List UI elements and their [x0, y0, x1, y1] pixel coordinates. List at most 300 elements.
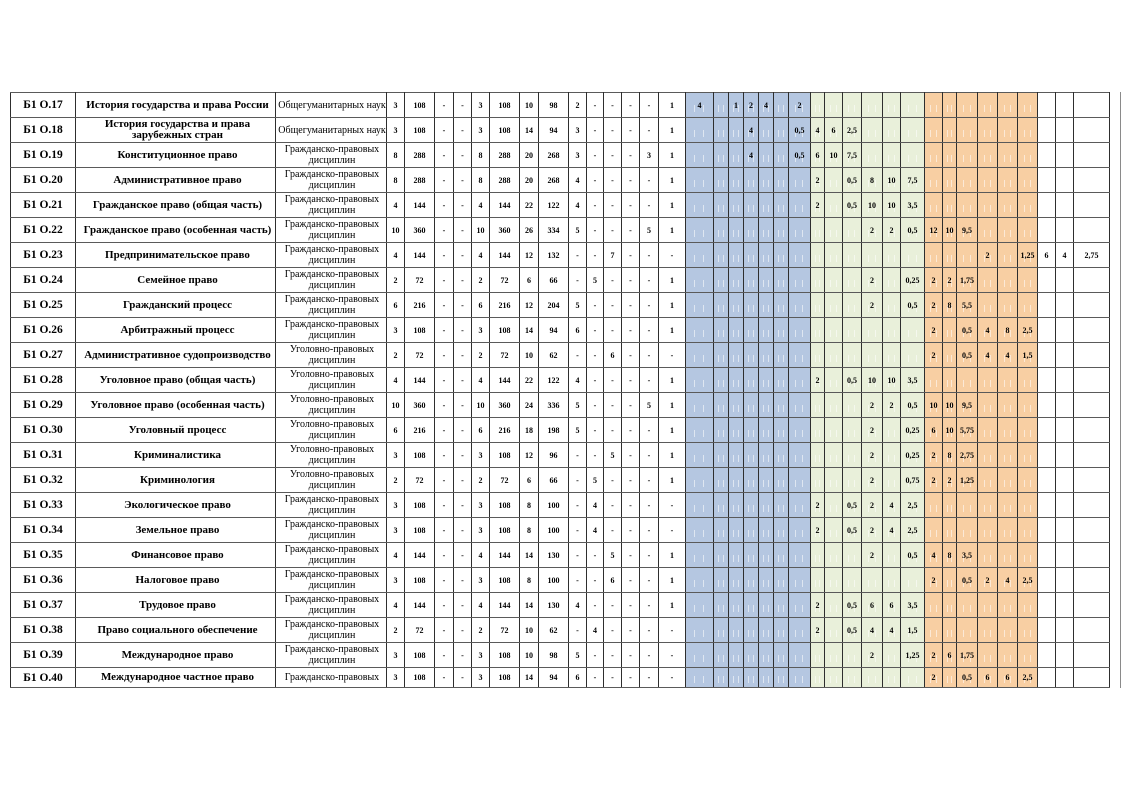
cell-orange-6[interactable] — [1018, 568, 1038, 593]
cell-orange-6[interactable] — [1018, 618, 1038, 643]
cell-green-4[interactable] — [862, 168, 883, 193]
cell-num-11[interactable] — [604, 543, 622, 568]
cell-orange-4[interactable] — [978, 118, 998, 143]
cell-course-code[interactable] — [11, 268, 76, 293]
cell-orange-4[interactable] — [978, 618, 998, 643]
cell-num-2[interactable] — [405, 568, 435, 593]
cell-blue-2[interactable] — [714, 543, 729, 568]
cell-orange-3[interactable] — [957, 118, 978, 143]
cell-extra-3[interactable] — [1074, 393, 1110, 418]
cell-num-14[interactable] — [659, 218, 686, 243]
cell-blue-5[interactable] — [759, 343, 774, 368]
cell-num-14[interactable] — [659, 393, 686, 418]
cell-green-4[interactable] — [862, 368, 883, 393]
cell-blue-4[interactable] — [744, 393, 759, 418]
cell-blue-5[interactable] — [759, 543, 774, 568]
cell-extra-1[interactable] — [1038, 618, 1056, 643]
cell-num-7[interactable] — [520, 218, 539, 243]
cell-num-14[interactable] — [659, 343, 686, 368]
cell-green-4[interactable] — [862, 543, 883, 568]
cell-num-11[interactable] — [604, 643, 622, 668]
cell-num-10[interactable] — [587, 143, 604, 168]
cell-num-9[interactable] — [569, 118, 587, 143]
cell-green-6[interactable] — [901, 368, 925, 393]
cell-extra-3[interactable] — [1074, 518, 1110, 543]
cell-blue-3[interactable] — [729, 468, 744, 493]
cell-num-12[interactable] — [622, 368, 640, 393]
cell-num-13[interactable] — [640, 193, 659, 218]
cell-extra-3[interactable] — [1074, 668, 1110, 688]
cell-num-7[interactable] — [520, 643, 539, 668]
cell-num-6[interactable] — [490, 668, 520, 688]
cell-blue-1[interactable] — [686, 518, 714, 543]
cell-num-11[interactable] — [604, 293, 622, 318]
cell-orange-6[interactable] — [1018, 443, 1038, 468]
cell-course-code[interactable] — [11, 568, 76, 593]
cell-orange-1[interactable] — [925, 318, 943, 343]
cell-course-name[interactable] — [76, 93, 276, 118]
cell-extra-2[interactable] — [1056, 193, 1074, 218]
cell-num-10[interactable] — [587, 193, 604, 218]
cell-num-12[interactable] — [622, 168, 640, 193]
cell-green-6[interactable] — [901, 93, 925, 118]
cell-num-2[interactable] — [405, 443, 435, 468]
cell-orange-2[interactable] — [943, 643, 957, 668]
cell-num-2[interactable] — [405, 93, 435, 118]
cell-num-5[interactable] — [472, 643, 490, 668]
cell-num-4[interactable] — [454, 468, 472, 493]
cell-num-7[interactable] — [520, 493, 539, 518]
cell-num-9[interactable] — [569, 143, 587, 168]
cell-extra-1[interactable] — [1038, 293, 1056, 318]
cell-num-1[interactable] — [387, 368, 405, 393]
cell-blue-6[interactable] — [774, 268, 789, 293]
cell-blue-4[interactable] — [744, 418, 759, 443]
cell-num-13[interactable] — [640, 518, 659, 543]
cell-green-1[interactable] — [811, 268, 825, 293]
cell-department[interactable] — [276, 643, 387, 668]
cell-blue-2[interactable] — [714, 568, 729, 593]
cell-extra-3[interactable] — [1074, 293, 1110, 318]
cell-green-3[interactable] — [843, 268, 862, 293]
cell-green-1[interactable] — [811, 318, 825, 343]
cell-blue-7[interactable] — [789, 593, 811, 618]
cell-course-name[interactable] — [76, 543, 276, 568]
cell-orange-3[interactable] — [957, 593, 978, 618]
cell-num-7[interactable] — [520, 243, 539, 268]
cell-num-5[interactable] — [472, 218, 490, 243]
cell-course-code[interactable] — [11, 518, 76, 543]
cell-green-5[interactable] — [883, 143, 901, 168]
cell-num-8[interactable] — [539, 143, 569, 168]
cell-num-6[interactable] — [490, 93, 520, 118]
cell-orange-2[interactable] — [943, 518, 957, 543]
cell-extra-2[interactable] — [1056, 143, 1074, 168]
cell-num-14[interactable] — [659, 593, 686, 618]
cell-num-12[interactable] — [622, 568, 640, 593]
cell-num-5[interactable] — [472, 193, 490, 218]
cell-num-13[interactable] — [640, 568, 659, 593]
cell-blue-2[interactable] — [714, 393, 729, 418]
cell-orange-2[interactable] — [943, 268, 957, 293]
cell-blue-7[interactable] — [789, 568, 811, 593]
cell-green-5[interactable] — [883, 218, 901, 243]
cell-extra-2[interactable] — [1056, 368, 1074, 393]
cell-green-4[interactable] — [862, 668, 883, 688]
cell-green-1[interactable] — [811, 668, 825, 688]
cell-num-11[interactable] — [604, 443, 622, 468]
cell-green-1[interactable] — [811, 468, 825, 493]
cell-num-7[interactable] — [520, 668, 539, 688]
cell-blue-5[interactable] — [759, 568, 774, 593]
cell-num-2[interactable] — [405, 518, 435, 543]
cell-orange-4[interactable] — [978, 543, 998, 568]
cell-num-11[interactable] — [604, 468, 622, 493]
cell-num-14[interactable] — [659, 518, 686, 543]
cell-extra-2[interactable] — [1056, 418, 1074, 443]
cell-num-11[interactable] — [604, 493, 622, 518]
cell-orange-6[interactable] — [1018, 468, 1038, 493]
cell-blue-6[interactable] — [774, 368, 789, 393]
cell-extra-1[interactable] — [1038, 118, 1056, 143]
cell-num-11[interactable] — [604, 368, 622, 393]
cell-orange-6[interactable] — [1018, 343, 1038, 368]
cell-orange-6[interactable] — [1018, 243, 1038, 268]
cell-orange-3[interactable] — [957, 343, 978, 368]
cell-blue-5[interactable] — [759, 393, 774, 418]
cell-course-name[interactable] — [76, 218, 276, 243]
cell-blue-7[interactable] — [789, 343, 811, 368]
cell-num-2[interactable] — [405, 193, 435, 218]
cell-num-3[interactable] — [435, 393, 454, 418]
cell-extra-1[interactable] — [1038, 318, 1056, 343]
cell-num-4[interactable] — [454, 393, 472, 418]
cell-blue-1[interactable] — [686, 143, 714, 168]
cell-blue-1[interactable] — [686, 318, 714, 343]
cell-course-code[interactable] — [11, 243, 76, 268]
cell-blue-2[interactable] — [714, 118, 729, 143]
cell-blue-2[interactable] — [714, 318, 729, 343]
cell-blue-7[interactable] — [789, 318, 811, 343]
cell-num-5[interactable] — [472, 468, 490, 493]
cell-orange-2[interactable] — [943, 118, 957, 143]
cell-num-6[interactable] — [490, 343, 520, 368]
cell-num-10[interactable] — [587, 493, 604, 518]
cell-blue-3[interactable] — [729, 593, 744, 618]
cell-green-1[interactable] — [811, 143, 825, 168]
cell-green-1[interactable] — [811, 568, 825, 593]
cell-num-11[interactable] — [604, 593, 622, 618]
cell-num-8[interactable] — [539, 218, 569, 243]
cell-num-9[interactable] — [569, 418, 587, 443]
cell-blue-3[interactable] — [729, 368, 744, 393]
cell-green-2[interactable] — [825, 418, 843, 443]
cell-extra-1[interactable] — [1038, 368, 1056, 393]
cell-extra-3[interactable] — [1074, 468, 1110, 493]
cell-extra-2[interactable] — [1056, 543, 1074, 568]
cell-orange-5[interactable] — [998, 593, 1018, 618]
cell-course-name[interactable] — [76, 243, 276, 268]
cell-green-4[interactable] — [862, 293, 883, 318]
cell-num-7[interactable] — [520, 468, 539, 493]
cell-blue-5[interactable] — [759, 593, 774, 618]
cell-orange-4[interactable] — [978, 593, 998, 618]
cell-extra-1[interactable] — [1038, 668, 1056, 688]
cell-num-12[interactable] — [622, 343, 640, 368]
cell-num-11[interactable] — [604, 668, 622, 688]
cell-num-2[interactable] — [405, 393, 435, 418]
cell-num-8[interactable] — [539, 543, 569, 568]
cell-num-11[interactable] — [604, 118, 622, 143]
cell-blue-7[interactable] — [789, 243, 811, 268]
cell-green-1[interactable] — [811, 368, 825, 393]
cell-green-4[interactable] — [862, 243, 883, 268]
cell-blue-2[interactable] — [714, 368, 729, 393]
cell-course-code[interactable] — [11, 668, 76, 688]
cell-num-6[interactable] — [490, 168, 520, 193]
cell-green-2[interactable] — [825, 443, 843, 468]
cell-blue-2[interactable] — [714, 418, 729, 443]
cell-num-2[interactable] — [405, 143, 435, 168]
cell-num-8[interactable] — [539, 343, 569, 368]
cell-blue-4[interactable] — [744, 93, 759, 118]
cell-blue-1[interactable] — [686, 343, 714, 368]
cell-num-7[interactable] — [520, 118, 539, 143]
cell-green-3[interactable] — [843, 518, 862, 543]
cell-blue-7[interactable] — [789, 218, 811, 243]
cell-num-9[interactable] — [569, 668, 587, 688]
cell-num-7[interactable] — [520, 543, 539, 568]
cell-blue-7[interactable] — [789, 168, 811, 193]
cell-course-code[interactable] — [11, 93, 76, 118]
cell-blue-7[interactable] — [789, 543, 811, 568]
cell-num-6[interactable] — [490, 618, 520, 643]
cell-num-11[interactable] — [604, 618, 622, 643]
cell-orange-2[interactable] — [943, 368, 957, 393]
cell-green-6[interactable] — [901, 593, 925, 618]
cell-extra-1[interactable] — [1038, 493, 1056, 518]
cell-blue-4[interactable] — [744, 318, 759, 343]
cell-extra-3[interactable] — [1074, 643, 1110, 668]
cell-num-14[interactable] — [659, 368, 686, 393]
cell-num-12[interactable] — [622, 143, 640, 168]
cell-num-6[interactable] — [490, 418, 520, 443]
cell-orange-2[interactable] — [943, 343, 957, 368]
cell-orange-4[interactable] — [978, 368, 998, 393]
cell-num-2[interactable] — [405, 543, 435, 568]
cell-num-9[interactable] — [569, 443, 587, 468]
cell-extra-1[interactable] — [1038, 243, 1056, 268]
cell-num-13[interactable] — [640, 618, 659, 643]
cell-orange-3[interactable] — [957, 393, 978, 418]
cell-course-code[interactable] — [11, 318, 76, 343]
cell-num-1[interactable] — [387, 318, 405, 343]
cell-course-name[interactable] — [76, 343, 276, 368]
cell-orange-6[interactable] — [1018, 368, 1038, 393]
cell-blue-2[interactable] — [714, 168, 729, 193]
cell-green-6[interactable] — [901, 393, 925, 418]
cell-extra-1[interactable] — [1038, 468, 1056, 493]
cell-blue-3[interactable] — [729, 343, 744, 368]
cell-num-3[interactable] — [435, 443, 454, 468]
cell-blue-6[interactable] — [774, 343, 789, 368]
cell-num-1[interactable] — [387, 668, 405, 688]
cell-num-8[interactable] — [539, 368, 569, 393]
cell-extra-3[interactable] — [1074, 493, 1110, 518]
cell-orange-2[interactable] — [943, 668, 957, 688]
cell-extra-1[interactable] — [1038, 218, 1056, 243]
cell-extra-2[interactable] — [1056, 443, 1074, 468]
cell-course-name[interactable] — [76, 143, 276, 168]
cell-extra-2[interactable] — [1056, 393, 1074, 418]
cell-blue-6[interactable] — [774, 143, 789, 168]
cell-orange-2[interactable] — [943, 218, 957, 243]
cell-orange-1[interactable] — [925, 368, 943, 393]
cell-course-code[interactable] — [11, 618, 76, 643]
cell-blue-3[interactable] — [729, 618, 744, 643]
cell-blue-2[interactable] — [714, 243, 729, 268]
cell-num-2[interactable] — [405, 368, 435, 393]
cell-course-name[interactable] — [76, 518, 276, 543]
cell-blue-3[interactable] — [729, 568, 744, 593]
cell-course-code[interactable] — [11, 593, 76, 618]
cell-num-7[interactable] — [520, 443, 539, 468]
cell-green-6[interactable] — [901, 468, 925, 493]
cell-num-8[interactable] — [539, 243, 569, 268]
cell-blue-6[interactable] — [774, 418, 789, 443]
cell-num-12[interactable] — [622, 543, 640, 568]
cell-orange-6[interactable] — [1018, 168, 1038, 193]
cell-orange-2[interactable] — [943, 143, 957, 168]
cell-orange-5[interactable] — [998, 393, 1018, 418]
cell-num-14[interactable] — [659, 293, 686, 318]
cell-num-12[interactable] — [622, 93, 640, 118]
cell-green-4[interactable] — [862, 418, 883, 443]
cell-orange-3[interactable] — [957, 493, 978, 518]
cell-blue-6[interactable] — [774, 243, 789, 268]
cell-course-code[interactable] — [11, 493, 76, 518]
cell-green-3[interactable] — [843, 143, 862, 168]
cell-num-5[interactable] — [472, 618, 490, 643]
cell-num-1[interactable] — [387, 218, 405, 243]
cell-department[interactable] — [276, 518, 387, 543]
cell-num-2[interactable] — [405, 343, 435, 368]
cell-orange-3[interactable] — [957, 368, 978, 393]
cell-orange-2[interactable] — [943, 318, 957, 343]
cell-num-13[interactable] — [640, 118, 659, 143]
cell-num-9[interactable] — [569, 168, 587, 193]
cell-blue-1[interactable] — [686, 618, 714, 643]
cell-green-4[interactable] — [862, 643, 883, 668]
cell-green-6[interactable] — [901, 493, 925, 518]
cell-orange-5[interactable] — [998, 193, 1018, 218]
cell-blue-1[interactable] — [686, 93, 714, 118]
cell-blue-5[interactable] — [759, 518, 774, 543]
cell-num-4[interactable] — [454, 593, 472, 618]
cell-blue-1[interactable] — [686, 293, 714, 318]
cell-num-10[interactable] — [587, 93, 604, 118]
cell-course-code[interactable] — [11, 343, 76, 368]
cell-blue-5[interactable] — [759, 368, 774, 393]
cell-blue-7[interactable] — [789, 643, 811, 668]
cell-num-5[interactable] — [472, 443, 490, 468]
cell-num-6[interactable] — [490, 118, 520, 143]
cell-blue-7[interactable] — [789, 268, 811, 293]
cell-blue-4[interactable] — [744, 368, 759, 393]
cell-blue-3[interactable] — [729, 268, 744, 293]
cell-green-4[interactable] — [862, 618, 883, 643]
cell-orange-1[interactable] — [925, 668, 943, 688]
cell-orange-3[interactable] — [957, 168, 978, 193]
cell-blue-6[interactable] — [774, 593, 789, 618]
cell-num-10[interactable] — [587, 593, 604, 618]
cell-num-13[interactable] — [640, 168, 659, 193]
cell-blue-5[interactable] — [759, 93, 774, 118]
cell-num-14[interactable] — [659, 443, 686, 468]
cell-green-6[interactable] — [901, 243, 925, 268]
cell-course-name[interactable] — [76, 593, 276, 618]
cell-blue-1[interactable] — [686, 268, 714, 293]
cell-orange-2[interactable] — [943, 468, 957, 493]
cell-course-name[interactable] — [76, 393, 276, 418]
cell-num-9[interactable] — [569, 468, 587, 493]
cell-orange-1[interactable] — [925, 468, 943, 493]
cell-blue-2[interactable] — [714, 293, 729, 318]
cell-blue-2[interactable] — [714, 593, 729, 618]
cell-orange-1[interactable] — [925, 293, 943, 318]
cell-orange-3[interactable] — [957, 93, 978, 118]
cell-num-12[interactable] — [622, 618, 640, 643]
cell-blue-7[interactable] — [789, 93, 811, 118]
cell-num-8[interactable] — [539, 418, 569, 443]
cell-num-6[interactable] — [490, 143, 520, 168]
cell-blue-7[interactable] — [789, 668, 811, 688]
cell-blue-6[interactable] — [774, 468, 789, 493]
cell-num-2[interactable] — [405, 618, 435, 643]
cell-green-3[interactable] — [843, 243, 862, 268]
cell-department[interactable] — [276, 418, 387, 443]
cell-green-2[interactable] — [825, 293, 843, 318]
cell-green-6[interactable] — [901, 518, 925, 543]
cell-num-11[interactable] — [604, 143, 622, 168]
cell-num-7[interactable] — [520, 368, 539, 393]
cell-num-4[interactable] — [454, 493, 472, 518]
cell-blue-1[interactable] — [686, 393, 714, 418]
cell-green-3[interactable] — [843, 593, 862, 618]
cell-num-4[interactable] — [454, 543, 472, 568]
cell-green-1[interactable] — [811, 293, 825, 318]
cell-num-7[interactable] — [520, 593, 539, 618]
cell-green-2[interactable] — [825, 268, 843, 293]
cell-extra-2[interactable] — [1056, 318, 1074, 343]
cell-blue-6[interactable] — [774, 618, 789, 643]
cell-green-4[interactable] — [862, 443, 883, 468]
cell-blue-5[interactable] — [759, 293, 774, 318]
cell-orange-1[interactable] — [925, 218, 943, 243]
cell-course-name[interactable] — [76, 368, 276, 393]
cell-green-1[interactable] — [811, 493, 825, 518]
cell-extra-3[interactable] — [1074, 268, 1110, 293]
cell-orange-1[interactable] — [925, 393, 943, 418]
cell-orange-5[interactable] — [998, 168, 1018, 193]
cell-num-9[interactable] — [569, 218, 587, 243]
cell-blue-1[interactable] — [686, 643, 714, 668]
cell-blue-4[interactable] — [744, 343, 759, 368]
cell-orange-6[interactable] — [1018, 293, 1038, 318]
cell-blue-6[interactable] — [774, 518, 789, 543]
cell-num-9[interactable] — [569, 568, 587, 593]
cell-num-8[interactable] — [539, 118, 569, 143]
